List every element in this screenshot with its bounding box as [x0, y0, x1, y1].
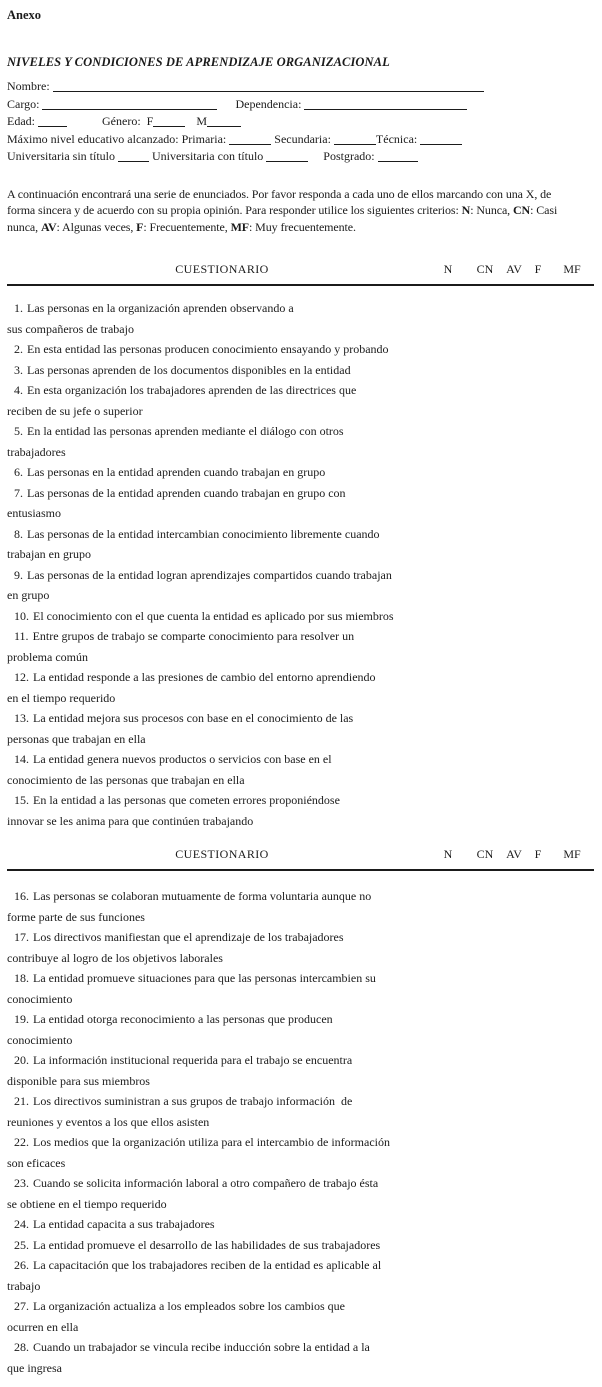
item-number: 18.	[14, 971, 29, 985]
item-number: 8.	[14, 526, 23, 541]
questionnaire-item	[7, 421, 595, 462]
item-line	[7, 606, 595, 627]
anexo-label: Anexo	[7, 8, 42, 22]
item-number: 13.	[14, 711, 29, 725]
text-segment: : Muy frecuentemente.	[249, 219, 356, 234]
item-text: Las personas de la entidad intercambian conocimiento libremente cuando	[27, 526, 380, 541]
column-header-cn: CN	[476, 262, 494, 276]
item-line	[7, 749, 595, 770]
item-number: 15.	[14, 793, 29, 807]
questionnaire-item	[7, 1296, 595, 1337]
blank-underline	[153, 117, 185, 127]
form-line	[7, 78, 595, 96]
blank-underline	[207, 117, 241, 127]
item-text: La organización actualiza a los empleados sobre los cambios que	[33, 1299, 345, 1313]
text-segment: nunca,	[7, 219, 41, 234]
text-segment: N	[461, 203, 471, 217]
item-text: reuniones y eventos a los que ellos asisten	[7, 1114, 210, 1129]
item-text: Cuando se solicita información laboral a otro compañero de trabajo ésta	[33, 1176, 379, 1190]
questionnaire-item	[7, 483, 595, 524]
text-segment: Cargo:	[7, 96, 43, 111]
text-segment: Dependencia:	[235, 96, 305, 111]
item-text: contribuye al logro de los objetivos laborales	[7, 950, 223, 965]
form-line	[7, 96, 595, 114]
text-segment: MF	[230, 219, 250, 234]
questionnaire-item	[7, 360, 595, 381]
text-segment: Técnica:	[375, 131, 421, 146]
text-segment: forma sincera y de acuerdo con su propia opinión. Para responder utilice los siguientes criterios:	[7, 203, 462, 217]
item-line	[7, 1317, 595, 1338]
item-line	[7, 667, 595, 688]
column-header-f: F	[534, 847, 542, 861]
questionnaire-item	[7, 667, 595, 708]
questionnaire-item	[7, 524, 595, 565]
item-number: 12.	[14, 670, 29, 684]
text-segment: Secundaria:	[271, 131, 334, 146]
item-number: 22.	[14, 1135, 29, 1149]
item-line	[7, 401, 595, 422]
item-line	[7, 626, 595, 647]
questionnaire-item	[7, 1050, 595, 1091]
item-line	[7, 708, 595, 729]
item-text: conocimiento	[7, 991, 73, 1006]
item-text: Las personas en la entidad aprenden cuando trabajan en grupo	[27, 465, 326, 479]
text-segment: Máximo nivel educativo alcanzado: Primaria:	[7, 131, 230, 146]
item-number: 6.	[14, 465, 23, 479]
item-line	[7, 1112, 595, 1133]
item-number: 3.	[14, 362, 23, 377]
item-line	[7, 1255, 595, 1276]
questionnaire-title: CUESTIONARIO	[175, 847, 269, 861]
instructions	[7, 186, 595, 236]
questionnaire-item	[7, 749, 595, 790]
item-text: En esta organización los trabajadores aprenden de las directrices que	[27, 383, 357, 397]
text-segment: Postgrado:	[320, 149, 378, 163]
item-line	[7, 948, 595, 969]
item-number: 28.	[14, 1340, 29, 1354]
item-text: disponible para sus miembros	[7, 1073, 150, 1088]
item-number: 24.	[14, 1217, 29, 1231]
text-segment: Género: F	[102, 114, 154, 128]
item-number: 7.	[14, 485, 23, 500]
item-text: En esta entidad las personas producen conocimiento ensayando y probando	[27, 342, 389, 356]
blank-underline	[420, 135, 462, 145]
item-line	[7, 886, 595, 907]
item-number: 1.	[14, 301, 23, 315]
questionnaire-header-2	[7, 847, 595, 861]
item-text: Los medios que la organización utiliza para el intercambio de información	[33, 1135, 390, 1149]
item-text: El conocimiento con el que cuenta la entidad es aplicado por sus miembros	[33, 608, 394, 623]
item-text: La entidad promueve situaciones para que las personas intercambien su	[33, 971, 376, 985]
text-segment: Universitaria con título	[148, 149, 267, 163]
questionnaire-item	[7, 1235, 595, 1256]
item-number: 17.	[14, 930, 29, 944]
column-header-n: N	[443, 262, 453, 276]
item-text: Las personas en la organización aprenden observando a	[27, 301, 294, 315]
item-line	[7, 585, 595, 606]
item-text: Las personas de la entidad logran aprendizajes compartidos cuando trabajan	[27, 567, 392, 582]
text-segment: : Nunca,	[470, 203, 513, 217]
item-text: innovar se les anima para que continúen trabajando	[7, 813, 254, 828]
form-line	[7, 148, 595, 166]
blank-underline	[229, 135, 271, 145]
item-text: sus compañeros de trabajo	[7, 321, 134, 336]
item-line	[7, 811, 595, 832]
item-text: La entidad mejora sus procesos con base en el conocimiento de las	[33, 711, 354, 725]
item-number: 21.	[14, 1094, 29, 1108]
item-line	[7, 729, 595, 750]
questionnaire-item	[7, 626, 595, 667]
item-text: Cuando un trabajador se vincula recibe inducción sobre la entidad a la	[33, 1340, 370, 1354]
item-text: La capacitación que los trabajadores reciben de la entidad es aplicable al	[33, 1258, 382, 1272]
text-segment: A continuación encontrará una serie de enunciados. Por favor responda a cada uno de ellos marcando con una X, de	[7, 186, 552, 201]
questionnaire-item	[7, 298, 595, 339]
item-text: se obtiene en el tiempo requerido	[7, 1196, 167, 1211]
questionnaire-item	[7, 462, 595, 483]
item-line	[7, 907, 595, 928]
column-header-cn: CN	[476, 847, 494, 861]
column-header-f: F	[534, 262, 542, 276]
questionnaire-title: CUESTIONARIO	[175, 262, 269, 276]
item-line	[7, 565, 595, 586]
item-text: reciben de su jefe o superior	[7, 403, 143, 418]
questionnaire-header-1	[7, 262, 595, 276]
questionnaire-item	[7, 606, 595, 627]
item-number: 11.	[14, 629, 29, 643]
column-header-mf: MF	[563, 262, 581, 276]
item-line	[7, 1091, 595, 1112]
item-line	[7, 442, 595, 463]
items-section-1	[7, 298, 595, 831]
text-segment: : Algunas veces,	[56, 219, 137, 234]
form-line	[7, 131, 595, 149]
item-number: 16.	[14, 889, 29, 903]
item-line	[7, 421, 595, 442]
page-title: NIVELES Y CONDICIONES DE APRENDIZAJE ORGANIZACIONAL	[7, 55, 390, 69]
questionnaire-item	[7, 1132, 595, 1173]
item-text: trabajan en grupo	[7, 547, 91, 561]
spacer	[67, 124, 102, 125]
item-line	[7, 360, 595, 381]
item-text: La entidad responde a las presiones de cambio del entorno aprendiendo	[33, 670, 376, 684]
item-text: son eficaces	[7, 1155, 66, 1170]
item-text: ocurren en ella	[7, 1319, 79, 1334]
item-text: que ingresa	[7, 1360, 62, 1375]
form-fields	[7, 78, 595, 166]
item-line	[7, 1030, 595, 1051]
item-line	[7, 1235, 595, 1256]
blank-underline	[118, 152, 149, 162]
spacer	[185, 124, 196, 125]
item-line	[7, 1050, 595, 1071]
blank-underline	[53, 82, 484, 92]
item-text: conocimiento de las personas que trabajan en ella	[7, 772, 245, 787]
instruction-line	[7, 219, 595, 236]
item-line	[7, 1214, 595, 1235]
item-text: Entre grupos de trabajo se comparte conocimiento para resolver un	[32, 629, 355, 643]
item-text: La entidad genera nuevos productos o servicios con base en el	[33, 752, 332, 766]
item-line	[7, 1071, 595, 1092]
item-text: Las personas se colaboran mutuamente de forma voluntaria aunque no	[33, 889, 372, 903]
text-segment: F	[136, 219, 144, 234]
text-segment: : Casi	[530, 203, 558, 217]
item-line	[7, 1296, 595, 1317]
column-header-n: N	[443, 847, 453, 861]
questionnaire-item	[7, 968, 595, 1009]
questionnaire-item	[7, 565, 595, 606]
item-text: La entidad capacita a sus trabajadores	[33, 1217, 215, 1231]
item-line	[7, 1194, 595, 1215]
questionnaire-item	[7, 790, 595, 831]
instruction-line	[7, 186, 595, 203]
item-text: La entidad promueve el desarrollo de las habilidades de sus trabajadores	[33, 1237, 381, 1252]
questionnaire-item	[7, 1337, 595, 1378]
blank-underline	[42, 100, 217, 110]
item-line	[7, 483, 595, 504]
questionnaire-item	[7, 1091, 595, 1132]
item-line	[7, 968, 595, 989]
item-line	[7, 1276, 595, 1297]
items-section-2	[7, 886, 595, 1378]
item-text: Las personas aprenden de los documentos disponibles en la entidad	[27, 362, 351, 377]
item-line	[7, 339, 595, 360]
header-rule-1	[7, 284, 594, 286]
item-number: 10.	[14, 608, 29, 623]
text-segment: Universitaria sin título	[7, 149, 118, 163]
item-number: 19.	[14, 1012, 29, 1026]
form-line	[7, 113, 595, 131]
item-line	[7, 462, 595, 483]
questionnaire-item	[7, 380, 595, 421]
item-line	[7, 1153, 595, 1174]
item-line	[7, 927, 595, 948]
text-segment: CN	[512, 203, 531, 217]
item-text: entusiasmo	[7, 506, 61, 520]
item-number: 4.	[14, 383, 23, 397]
item-number: 14.	[14, 752, 29, 766]
header-rule-2	[7, 869, 594, 871]
text-segment: M	[196, 114, 207, 128]
item-number: 27.	[14, 1299, 29, 1313]
item-text: En la entidad a las personas que cometen errores proponiéndose	[33, 793, 340, 807]
item-text: en grupo	[7, 588, 50, 602]
item-text: forme parte de sus funciones	[7, 909, 145, 924]
item-number: 20.	[14, 1053, 29, 1067]
blank-underline	[266, 152, 308, 162]
text-segment: AV	[40, 219, 57, 234]
item-line	[7, 1358, 595, 1379]
item-line	[7, 524, 595, 545]
item-line	[7, 1337, 595, 1358]
item-line	[7, 1173, 595, 1194]
questionnaire-item	[7, 339, 595, 360]
item-line	[7, 380, 595, 401]
item-number: 26.	[14, 1258, 29, 1272]
item-number: 25.	[14, 1237, 29, 1252]
questionnaire-item	[7, 1009, 595, 1050]
item-line	[7, 647, 595, 668]
questionnaire-item	[7, 927, 595, 968]
text-segment: Edad:	[7, 114, 38, 128]
item-number: 23.	[14, 1176, 29, 1190]
item-line	[7, 544, 595, 565]
item-line	[7, 319, 595, 340]
item-number: 9.	[14, 567, 23, 582]
item-text: Las personas de la entidad aprenden cuando trabajan en grupo con	[27, 485, 346, 500]
text-segment: Nombre:	[7, 79, 53, 93]
item-text: personas que trabajan en ella	[7, 731, 146, 746]
item-text: La información institucional requerida para el trabajo se encuentra	[33, 1053, 353, 1067]
item-text: problema común	[7, 649, 88, 664]
item-number: 2.	[14, 342, 23, 356]
item-text: conocimiento	[7, 1032, 73, 1047]
questionnaire-item	[7, 1255, 595, 1296]
questionnaire-item	[7, 1173, 595, 1214]
item-text: La entidad otorga reconocimiento a las personas que producen	[33, 1012, 333, 1026]
item-line	[7, 790, 595, 811]
blank-underline	[304, 100, 467, 110]
column-header-av: AV	[506, 262, 522, 276]
item-line	[7, 1132, 595, 1153]
item-number: 5.	[14, 424, 23, 438]
questionnaire-item	[7, 1214, 595, 1235]
column-header-av: AV	[506, 847, 522, 861]
item-text: Los directivos manifiestan que el aprendizaje de los trabajadores	[33, 930, 344, 944]
item-text: Los directivos suministran a sus grupos de trabajo información de	[33, 1094, 353, 1108]
item-line	[7, 503, 595, 524]
item-text: En la entidad las personas aprenden mediante el diálogo con otros	[27, 424, 344, 438]
item-text: trabajadores	[7, 444, 66, 459]
blank-underline	[38, 117, 67, 127]
questionnaire-item	[7, 886, 595, 927]
item-line	[7, 989, 595, 1010]
item-text: en el tiempo requerido	[7, 690, 116, 705]
item-text: trabajo	[7, 1278, 41, 1293]
blank-underline	[334, 135, 376, 145]
spacer	[217, 107, 235, 108]
column-header-mf: MF	[563, 847, 581, 861]
item-line	[7, 688, 595, 709]
item-line	[7, 1009, 595, 1030]
item-line	[7, 770, 595, 791]
text-segment: : Frecuentemente,	[143, 219, 231, 234]
item-line	[7, 298, 595, 319]
spacer	[308, 159, 320, 160]
questionnaire-item	[7, 708, 595, 749]
instruction-line	[7, 202, 595, 219]
blank-underline	[378, 152, 418, 162]
